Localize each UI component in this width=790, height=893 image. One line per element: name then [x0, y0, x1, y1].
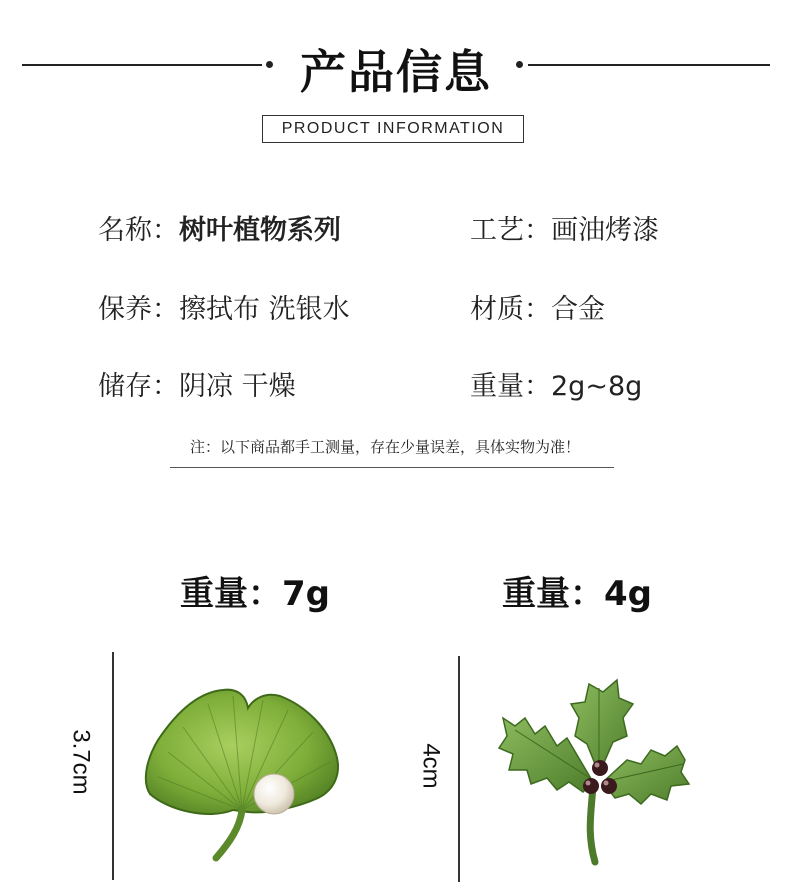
- spec-craft: [470, 208, 659, 247]
- title-divider-left: [22, 64, 262, 66]
- ginkgo-leaf-brooch-image: [138, 682, 348, 867]
- spec-material-value: 合金: [551, 294, 605, 325]
- spec-weight-value: 2g~8g: [551, 371, 643, 402]
- spec-weight-label: 重量：: [470, 371, 551, 402]
- spec-care-label: 保养：: [98, 294, 179, 325]
- header: [0, 34, 790, 99]
- size-ruler-2: [458, 656, 460, 882]
- spec-storage-value: 阴凉 干燥: [179, 371, 296, 402]
- title-dot-right: [516, 61, 523, 68]
- spec-name: [98, 208, 341, 247]
- measurement-note: 注：以下商品都手工测量，存在少量误差，具体实物为准！: [189, 438, 580, 456]
- spec-care-value: 擦拭布 洗银水: [179, 294, 350, 325]
- spec-name-value: 树叶植物系列: [179, 215, 341, 246]
- size-label-2: 4cm: [417, 743, 445, 789]
- spec-weight: [470, 364, 642, 403]
- spec-name-label: 名称：: [98, 215, 179, 246]
- page-title: 产品信息: [300, 45, 492, 99]
- note-underline: [170, 467, 614, 468]
- product-weight-1: 重量：7g: [180, 574, 330, 614]
- spec-storage: [98, 364, 296, 403]
- spec-craft-value: 画油烤漆: [551, 215, 659, 246]
- spec-care: [98, 287, 350, 326]
- spec-material: [470, 287, 605, 326]
- spec-storage-label: 储存：: [98, 371, 179, 402]
- spec-craft-label: 工艺：: [470, 215, 551, 246]
- title-divider-right: [528, 64, 770, 66]
- holly-berry-brooch-image: [495, 674, 695, 869]
- product-weight-2: 重量：4g: [502, 574, 652, 614]
- page-subtitle: PRODUCT INFORMATION: [262, 115, 524, 143]
- title-dot-left: [266, 61, 273, 68]
- size-label-1: 3.7cm: [67, 729, 95, 795]
- size-ruler-1: [112, 652, 114, 880]
- spec-material-label: 材质：: [470, 294, 551, 325]
